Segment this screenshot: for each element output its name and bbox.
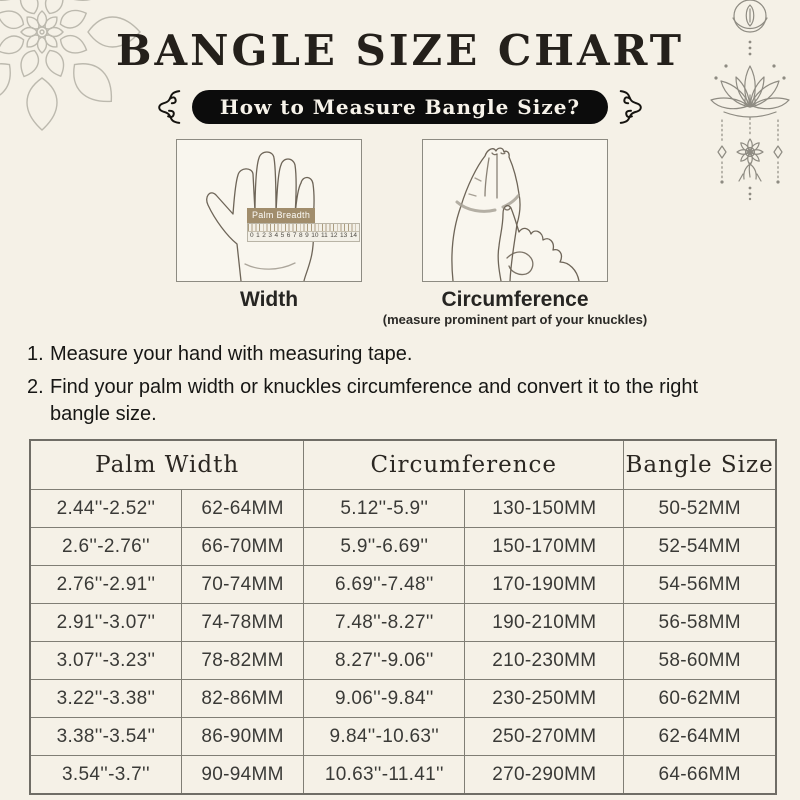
table-cell: 10.63''-11.41''	[304, 756, 465, 795]
table-cell: 270-290MM	[465, 756, 624, 795]
instruction-text: Find your palm width or knuckles circumference and convert it to the right bangle size.	[50, 376, 699, 425]
ruler-number: 9	[305, 232, 309, 239]
table-cell: 150-170MM	[465, 528, 624, 566]
palm-breadth-tag: Palm Breadth	[247, 208, 315, 223]
ruler-number: 11	[320, 232, 328, 239]
table-cell: 2.76''-2.91''	[30, 566, 181, 604]
table-cell: 2.6''-2.76''	[30, 528, 181, 566]
table-cell: 58-60MM	[624, 642, 776, 680]
table-row	[30, 528, 776, 566]
corner-mandala-decoration	[0, 0, 150, 150]
table-row	[30, 604, 776, 642]
table-cell: 210-230MM	[465, 642, 624, 680]
table-cell: 9.06''-9.84''	[304, 680, 465, 718]
table-cell: 70-74MM	[181, 566, 303, 604]
table-cell: 8.27''-9.06''	[304, 642, 465, 680]
table-cell: 2.91''-3.07''	[30, 604, 181, 642]
table-cell: 54-56MM	[624, 566, 776, 604]
table-cell: 56-58MM	[624, 604, 776, 642]
ruler-numbers	[248, 232, 359, 240]
header-palm-width: Palm Width	[30, 440, 304, 490]
table-cell: 3.38''-3.54''	[30, 718, 181, 756]
table-cell: 170-190MM	[465, 566, 624, 604]
table-cell: 2.44''-2.52''	[30, 490, 181, 528]
ruler-ticks	[248, 224, 359, 232]
ruler-number: 3	[268, 232, 272, 239]
ruler-number: 2	[262, 232, 266, 239]
width-caption: Width	[239, 288, 299, 311]
table-cell: 64-66MM	[624, 756, 776, 795]
page-title: BANGLE SIZE CHART	[116, 26, 684, 75]
ruler-number: 1	[256, 232, 260, 239]
table-cell: 86-90MM	[181, 718, 303, 756]
table-row	[30, 756, 776, 795]
table-cell: 52-54MM	[624, 528, 776, 566]
table-cell: 6.69''-7.48''	[304, 566, 465, 604]
ruler-number: 6	[286, 232, 291, 239]
table-cell: 62-64MM	[181, 490, 303, 528]
width-illustration-box	[176, 139, 362, 282]
table-cell: 3.22''-3.38''	[30, 680, 181, 718]
ruler-number: 5	[280, 232, 285, 239]
circumference-note: (measure prominent part of your knuckles)	[382, 312, 648, 327]
instruction-number: 1.	[27, 343, 44, 365]
table-cell: 250-270MM	[465, 718, 624, 756]
table-row	[30, 718, 776, 756]
instruction-number: 2.	[27, 376, 44, 399]
header-bangle-size: Bangle Size	[624, 440, 776, 490]
instruction-text: Measure your hand with measuring tape.	[50, 343, 413, 365]
ruler-number: 14	[349, 232, 357, 239]
size-table	[29, 439, 777, 795]
table-cell: 62-64MM	[624, 718, 776, 756]
header-circumference: Circumference	[304, 440, 624, 490]
table-cell: 74-78MM	[181, 604, 303, 642]
ruler-number: 4	[274, 232, 279, 239]
ruler-number: 13	[339, 232, 348, 239]
size-table-body	[30, 490, 776, 795]
how-to-measure-badge: How to Measure Bangle Size?	[192, 90, 608, 124]
circumference-hands-illustration	[423, 140, 607, 281]
table-cell: 230-250MM	[465, 680, 624, 718]
table-row	[30, 680, 776, 718]
table-cell: 3.07''-3.23''	[30, 642, 181, 680]
table-cell: 66-70MM	[181, 528, 303, 566]
table-cell: 190-210MM	[465, 604, 624, 642]
table-cell: 50-52MM	[624, 490, 776, 528]
table-cell: 7.48''-8.27''	[304, 604, 465, 642]
table-row	[30, 566, 776, 604]
flourish-right-icon	[617, 88, 645, 126]
table-cell: 60-62MM	[624, 680, 776, 718]
table-cell: 130-150MM	[465, 490, 624, 528]
table-row	[30, 490, 776, 528]
instruction-item	[27, 374, 772, 427]
table-cell: 9.84''-10.63''	[304, 718, 465, 756]
table-cell: 5.12''-5.9''	[304, 490, 465, 528]
table-cell: 5.9''-6.69''	[304, 528, 465, 566]
table-cell: 3.54''-3.7''	[30, 756, 181, 795]
ruler-number: 0	[250, 232, 254, 239]
circumference-illustration-box	[422, 139, 608, 282]
circumference-caption: Circumference	[441, 288, 589, 311]
ruler-number: 10	[311, 232, 319, 239]
flourish-left-icon	[155, 88, 183, 126]
ruler	[247, 223, 360, 242]
table-row	[30, 642, 776, 680]
badge-row	[0, 88, 800, 126]
table-cell: 82-86MM	[181, 680, 303, 718]
table-cell: 78-82MM	[181, 642, 303, 680]
ruler-number: 12	[330, 232, 338, 239]
instruction-item	[27, 341, 772, 367]
ruler-number: 8	[299, 232, 303, 239]
ruler-number: 7	[292, 232, 297, 239]
instructions-list	[27, 341, 772, 434]
size-table-header-row	[30, 440, 776, 490]
table-cell: 90-94MM	[181, 756, 303, 795]
